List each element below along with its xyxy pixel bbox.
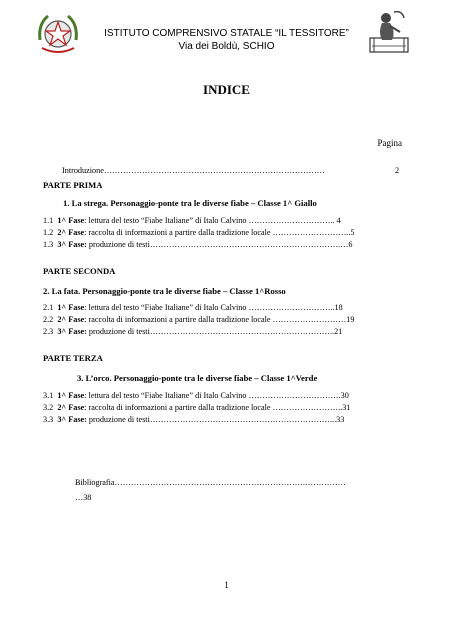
toc-intro[interactable] bbox=[62, 165, 325, 176]
toc-entry[interactable] bbox=[43, 227, 354, 238]
toc-entry[interactable] bbox=[43, 402, 350, 413]
entry-number: 3.2 bbox=[43, 403, 54, 412]
toc-bibliography-label: Bibliografia…………………………………………………………….…………… bbox=[75, 478, 346, 487]
entry-phase: 1^ Fase bbox=[57, 303, 85, 312]
entry-number: 3.1 bbox=[43, 391, 54, 400]
school-name: ISTITUTO COMPRENSIVO STATALE “IL TESSITORE” bbox=[104, 28, 349, 39]
entry-text: : raccolta di informazioni a partire dalla tradizione locale ………………………19 bbox=[84, 315, 355, 324]
entry-text: : lettura del testo “Fiabe Italiane” di Italo Calvino …………………………..18 bbox=[84, 303, 343, 312]
entry-number: 1.3 bbox=[43, 240, 54, 249]
toc-entry[interactable] bbox=[43, 215, 341, 226]
part-1-heading: PARTE PRIMA bbox=[43, 180, 103, 190]
toc-bibliography-page: …38 bbox=[75, 493, 92, 502]
entry-text: produzione di testi…………………………………………………………….…6 bbox=[86, 240, 353, 249]
toc-entry[interactable] bbox=[43, 239, 353, 250]
entry-text: produzione di testi…………………………………………………………...33 bbox=[86, 415, 345, 424]
page-column-label: Pagina bbox=[377, 138, 402, 148]
part-1-subtitle: 1. La strega. Personaggio-ponte tra le diverse fiabe – Classe 1^ Giallo bbox=[63, 198, 317, 208]
entry-phase: 2^ Fase bbox=[57, 228, 85, 237]
entry-number: 2.2 bbox=[43, 315, 54, 324]
toc-intro-page: 2 bbox=[395, 166, 400, 175]
toc-entry[interactable] bbox=[43, 390, 349, 401]
entry-phase: 2^ Fase bbox=[57, 403, 85, 412]
entry-text: : lettura del testo “Fiabe Italiane” di Italo Calvino …………………………….30 bbox=[84, 391, 349, 400]
entry-text: : raccolta di informazioni a partire dalla tradizione locale ……………………..31 bbox=[84, 403, 351, 412]
toc-entry[interactable] bbox=[43, 326, 342, 337]
toc-entry[interactable] bbox=[43, 414, 344, 425]
entry-phase: 3^ Fase: bbox=[57, 415, 87, 424]
entry-phase: 3^ Fase: bbox=[57, 240, 87, 249]
entry-phase: 3^ Fase: bbox=[57, 327, 87, 336]
entry-number: 2.3 bbox=[43, 327, 54, 336]
entry-number: 1.2 bbox=[43, 228, 54, 237]
page-number: 1 bbox=[224, 580, 229, 590]
part-2-heading: PARTE SECONDA bbox=[43, 266, 116, 276]
entry-phase: 1^ Fase bbox=[57, 216, 85, 225]
part-3-subtitle: 3. L’orco. Personaggio-ponte tra le diverse fiabe – Classe 1^Verde bbox=[77, 373, 318, 383]
entry-text: : lettura del testo “Fiabe Italiane” di Italo Calvino ………………………….. 4 bbox=[84, 216, 341, 225]
page-title: INDICE bbox=[203, 82, 250, 97]
toc-entry[interactable] bbox=[43, 302, 343, 313]
school-address: Via dei Boldù, SCHIO bbox=[178, 41, 275, 52]
toc-bibliography[interactable] bbox=[75, 477, 346, 488]
entry-number: 2.1 bbox=[43, 303, 54, 312]
entry-phase: 1^ Fase bbox=[57, 391, 85, 400]
toc-entry[interactable] bbox=[43, 314, 354, 325]
entry-text: produzione di testi…………………………………………………………..21 bbox=[86, 327, 343, 336]
part-3-heading: PARTE TERZA bbox=[43, 353, 103, 363]
entry-number: 3.3 bbox=[43, 415, 54, 424]
part-2-subtitle: 2. La fata. Personaggio-ponte tra le diverse fiabe – Classe 1^Rosso bbox=[43, 286, 286, 296]
entry-phase: 2^ Fase bbox=[57, 315, 85, 324]
entry-text: : raccolta di informazioni a partire dalla tradizione locale ………………………..5 bbox=[84, 228, 355, 237]
entry-number: 1.1 bbox=[43, 216, 54, 225]
toc-intro-label: Introduzione……………………………………………………………………… bbox=[62, 166, 325, 175]
